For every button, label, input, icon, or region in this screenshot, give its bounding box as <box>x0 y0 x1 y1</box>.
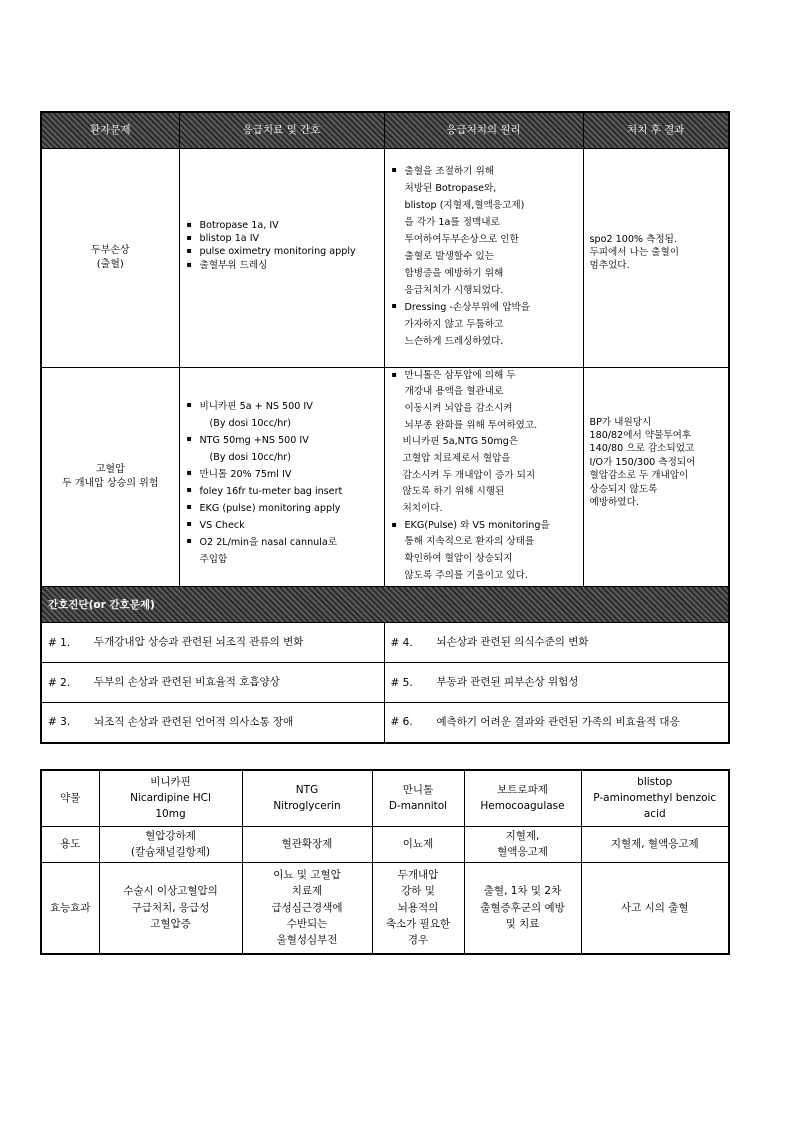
list-item: ▪ Botropase 1a, IV <box>184 219 380 232</box>
row-label-use: 용도 <box>41 826 99 862</box>
principle-list <box>389 163 579 351</box>
treatment-list <box>184 219 380 273</box>
list-item: ▪ 만니톨 20% 75ml IV <box>184 466 380 483</box>
care-table-header-row <box>41 112 729 148</box>
treatment-list <box>184 398 380 569</box>
drug-name-cell: 보트로파제 Hemocoagulase <box>464 770 581 826</box>
table-row <box>41 862 729 954</box>
table-row <box>41 367 729 587</box>
list-item: ▪ 출혈부위 드레싱 <box>184 259 380 272</box>
list-item: ▪ 비니카핀 5a + NS 500 IV (By dosi 10cc/hr) <box>184 398 380 432</box>
result-cell: spo2 100% 측정됨. 두피에서 나는 출혈이 멈추었다. <box>583 148 729 367</box>
drug-name-cell: 만니톨 D-mannitol <box>372 770 464 826</box>
drug-use-cell: 이뇨제 <box>372 826 464 862</box>
principle-cell <box>384 148 583 367</box>
drug-effect-cell: 출혈, 1차 및 2차 출혈증후군의 예방 및 치료 <box>464 862 581 954</box>
diagnosis-header-row <box>41 587 729 623</box>
list-item: ▪ VS Check <box>184 517 380 534</box>
problem-cell: 두부손상 (출혈) <box>41 148 179 367</box>
diagnosis-item: # 6. 예측하기 어려운 결과와 관련된 가족의 비효율적 대응 <box>384 703 729 743</box>
row-label-effect: 효능효과 <box>41 862 99 954</box>
list-item: ▪ EKG(Pulse) 와 VS monitoring을 통해 지속적으로 환자의 상태를 확인하여 혈압이 상승되지 않도록 주의를 기울이고 있다. <box>389 518 579 585</box>
diagnosis-row <box>41 663 729 703</box>
header-result: 처치 후 결과 <box>583 112 729 148</box>
list-item: ▪ NTG 50mg +NS 500 IV (By dosi 10cc/hr) <box>184 432 380 466</box>
list-item: ▪ foley 16fr tu-meter bag insert <box>184 483 380 500</box>
problem-cell: 고혈압 두 개내압 상승의 위험 <box>41 367 179 587</box>
list-item: ▪ pulse oximetry monitoring apply <box>184 245 380 258</box>
diagnosis-header: 간호진단(or 간호문제) <box>41 587 729 623</box>
table-row <box>41 826 729 862</box>
diagnosis-row <box>41 623 729 663</box>
treatment-cell <box>179 148 384 367</box>
list-item: ▪ blistop 1a IV <box>184 232 380 245</box>
list-item: ▪ 출혈을 조절하기 위해 처방된 Botropase와, blistop (지혈제,혈액응고제) 을 각가 1a를 정맥내로 투여하여두부손상으로 인한 출혈로 발생할수 있는 합병증을 예방하기 위해 응급처치가 시행되었다. <box>389 163 579 300</box>
drug-use-cell: 지혈제, 혈액응고제 <box>464 826 581 862</box>
drug-effect-cell: 두개내압 강하 및 뇌용적의 축소가 필요한 경우 <box>372 862 464 954</box>
header-emergency-treatment: 응급치료 및 간호 <box>179 112 384 148</box>
list-item: ▪ Dressing -손상부위에 압박을 가자하지 않고 두툼하고 느슨하게 드레싱하였다. <box>389 299 579 350</box>
diagnosis-row <box>41 703 729 743</box>
row-label-drug: 약물 <box>41 770 99 826</box>
list-item: 비니카핀 5a,NTG 50mg은 고혈압 치료제로서 혈압을 감소시켜 두 개내압이 증가 되지 않도록 하기 위해 시행된 처치이다. <box>402 436 536 514</box>
drug-effect-cell: 이뇨 및 고혈압 치료제 급성심근경색에 수반되는 울혈성심부전 <box>242 862 372 954</box>
treatment-cell <box>179 367 384 587</box>
drug-use-cell: 혈압강하제 (칼슘채널길항제) <box>99 826 242 862</box>
header-treatment-principle: 응급처치의 원리 <box>384 112 583 148</box>
list-item: ▪ EKG (pulse) monitoring apply <box>184 500 380 517</box>
header-patient-problem: 환자문제 <box>41 112 179 148</box>
drug-name-cell: blistop P-aminomethyl benzoic acid <box>581 770 729 826</box>
result-cell: BP가 내원당시 180/82에서 약물투여후 140/80 으로 감소되었고 I/O가 150/300 측정되어 혈압감소로 두 개내압이 상승되지 않도록 예방하였다. <box>583 367 729 587</box>
drug-effect-cell: 사고 시의 출혈 <box>581 862 729 954</box>
principle-cell <box>384 367 583 587</box>
principle-list <box>389 368 579 585</box>
nursing-care-table <box>40 111 730 744</box>
diagnosis-item: # 4. 뇌손상과 관련된 의식수준의 변화 <box>384 623 729 663</box>
diagnosis-item: # 2. 두부의 손상과 관련된 비효율적 호흡양상 <box>41 663 384 703</box>
list-item: ▪ 만니톨은 삼투압에 의해 두 개강내 용액을 혈관내로 이동시켜 뇌압을 감소시켜 뇌부종 완화를 위해 투여하였고. <box>389 368 579 435</box>
diagnosis-item: # 3. 뇌조직 손상과 관련된 언어적 의사소통 장애 <box>41 703 384 743</box>
table-row <box>41 770 729 826</box>
table-row <box>41 148 729 367</box>
drug-name-cell: NTG Nitroglycerin <box>242 770 372 826</box>
list-item: ▪ O2 2L/min을 nasal cannula로 주입함 <box>184 534 380 568</box>
drug-use-cell: 지혈제, 혈액응고제 <box>581 826 729 862</box>
drug-effect-cell: 수술시 이상고혈압의 구급처치, 응급성 고혈압증 <box>99 862 242 954</box>
diagnosis-item: # 1. 두개강내압 상승과 관련된 뇌조직 관류의 변화 <box>41 623 384 663</box>
diagnosis-item: # 5. 부동과 관련된 피부손상 위험성 <box>384 663 729 703</box>
drug-use-cell: 혈관확장제 <box>242 826 372 862</box>
drug-table <box>40 769 730 955</box>
drug-name-cell: 비니카핀 Nicardipine HCl 10mg <box>99 770 242 826</box>
